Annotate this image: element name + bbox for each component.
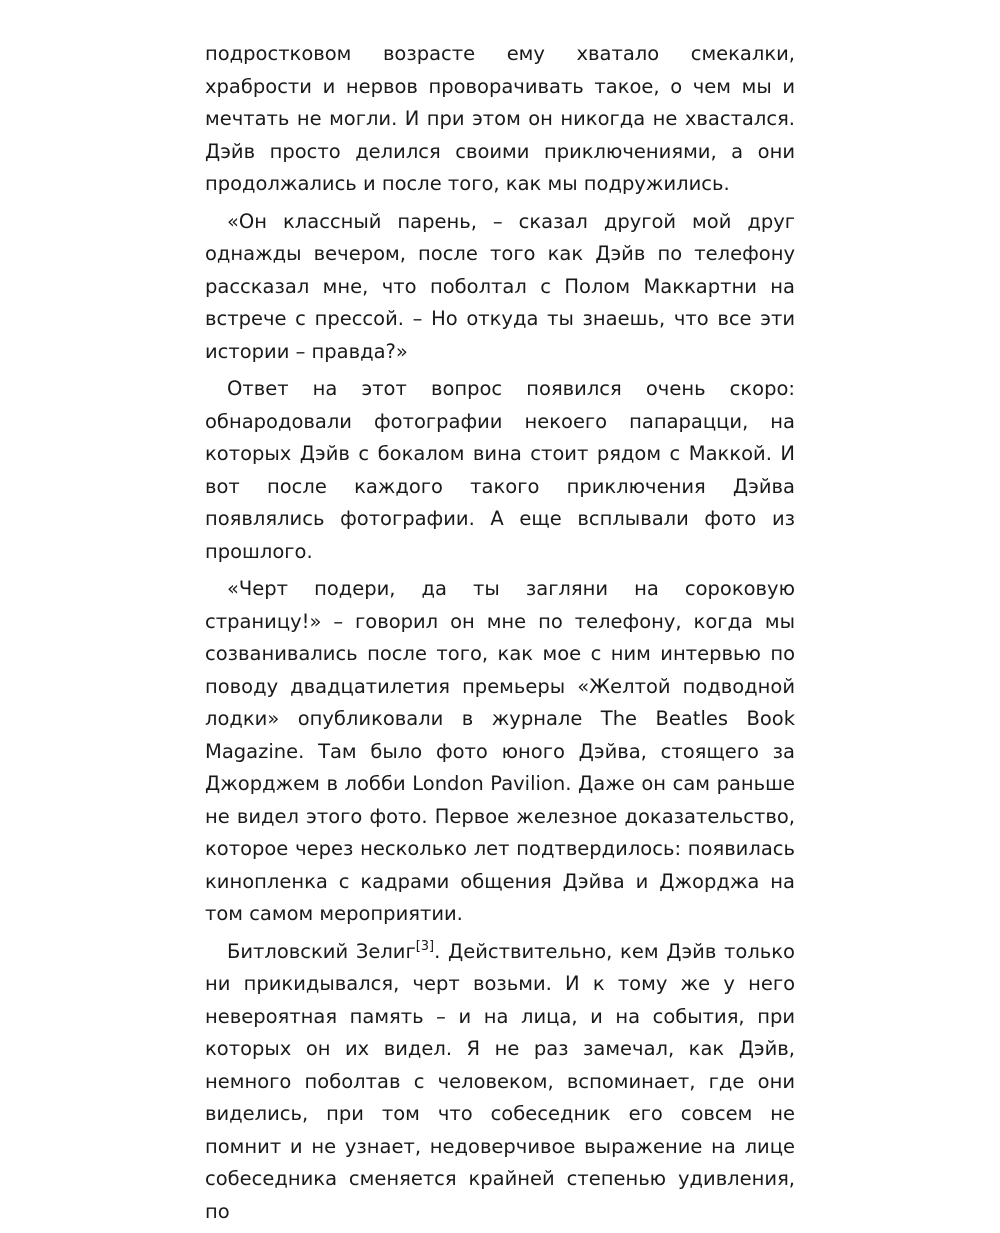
paragraph-1: подростковом возрасте ему хватало смекалки, храбрости и нервов проворачивать такое, о чем мы и мечтать не могли. И при этом он никогда не хвастался. Дэйв просто делился своими приключениями, а они продолжались и после того, как мы подружились. xyxy=(205,42,795,195)
paragraph-2: «Он классный парень, – сказал другой мой друг однажды вечером, после того как Дэйв по телефону рассказал мне, что поболтал с Полом Маккартни на встрече с прессой. – Но откуда ты знаешь, что все эти истории – правда?» xyxy=(205,209,795,363)
paragraph-5-rest: . Действительно, кем Дэйв только ни прикидывался, черт возьми. И к тому же у него невероятная память – и на лица, и на события, при которых он их видел. Я не раз замечал, как Дэйв, немного поболтав с человеком, вспоминает, где они виделись, при том что собеседник его совсем не помнит и не узнает, недоверчивое выражение на лице собеседника сменяется крайней степенью удивления, по xyxy=(205,939,795,1223)
paragraph-5-start: Битловский Зелиг xyxy=(227,939,416,963)
book-page xyxy=(205,38,795,1233)
paragraph-4: «Черт подери, да ты загляни на сороковую страницу!» – говорил он мне по телефону, когда мы созванивались после того, как мое с ним интервью по поводу двадцатилетия премьеры «Желтой подводной лодки» опубликовали в журнале The Beatles Book Magazine. Там было фото юного Дэйва, стоящего за Джорджем в лобби London Pavilion. Даже он сам раньше не видел этого фото. Первое железное доказательство, которое через несколько лет подтвердилось: появилась кинопленка с кадрами общения Дэйва и Джорджа на том самом мероприятии. xyxy=(205,577,795,925)
paragraph-3: Ответ на этот вопрос появился очень скоро: обнародовали фотографии некоего папарацци, на которых Дэйв с бокалом вина стоит рядом с Маккой. И вот после каждого такого приключения Дэйва появлялись фотографии. А еще всплывали фото из прошлого. xyxy=(205,377,795,563)
paragraph-5 xyxy=(205,936,795,1229)
footnote-ref[interactable]: [3] xyxy=(415,938,435,954)
